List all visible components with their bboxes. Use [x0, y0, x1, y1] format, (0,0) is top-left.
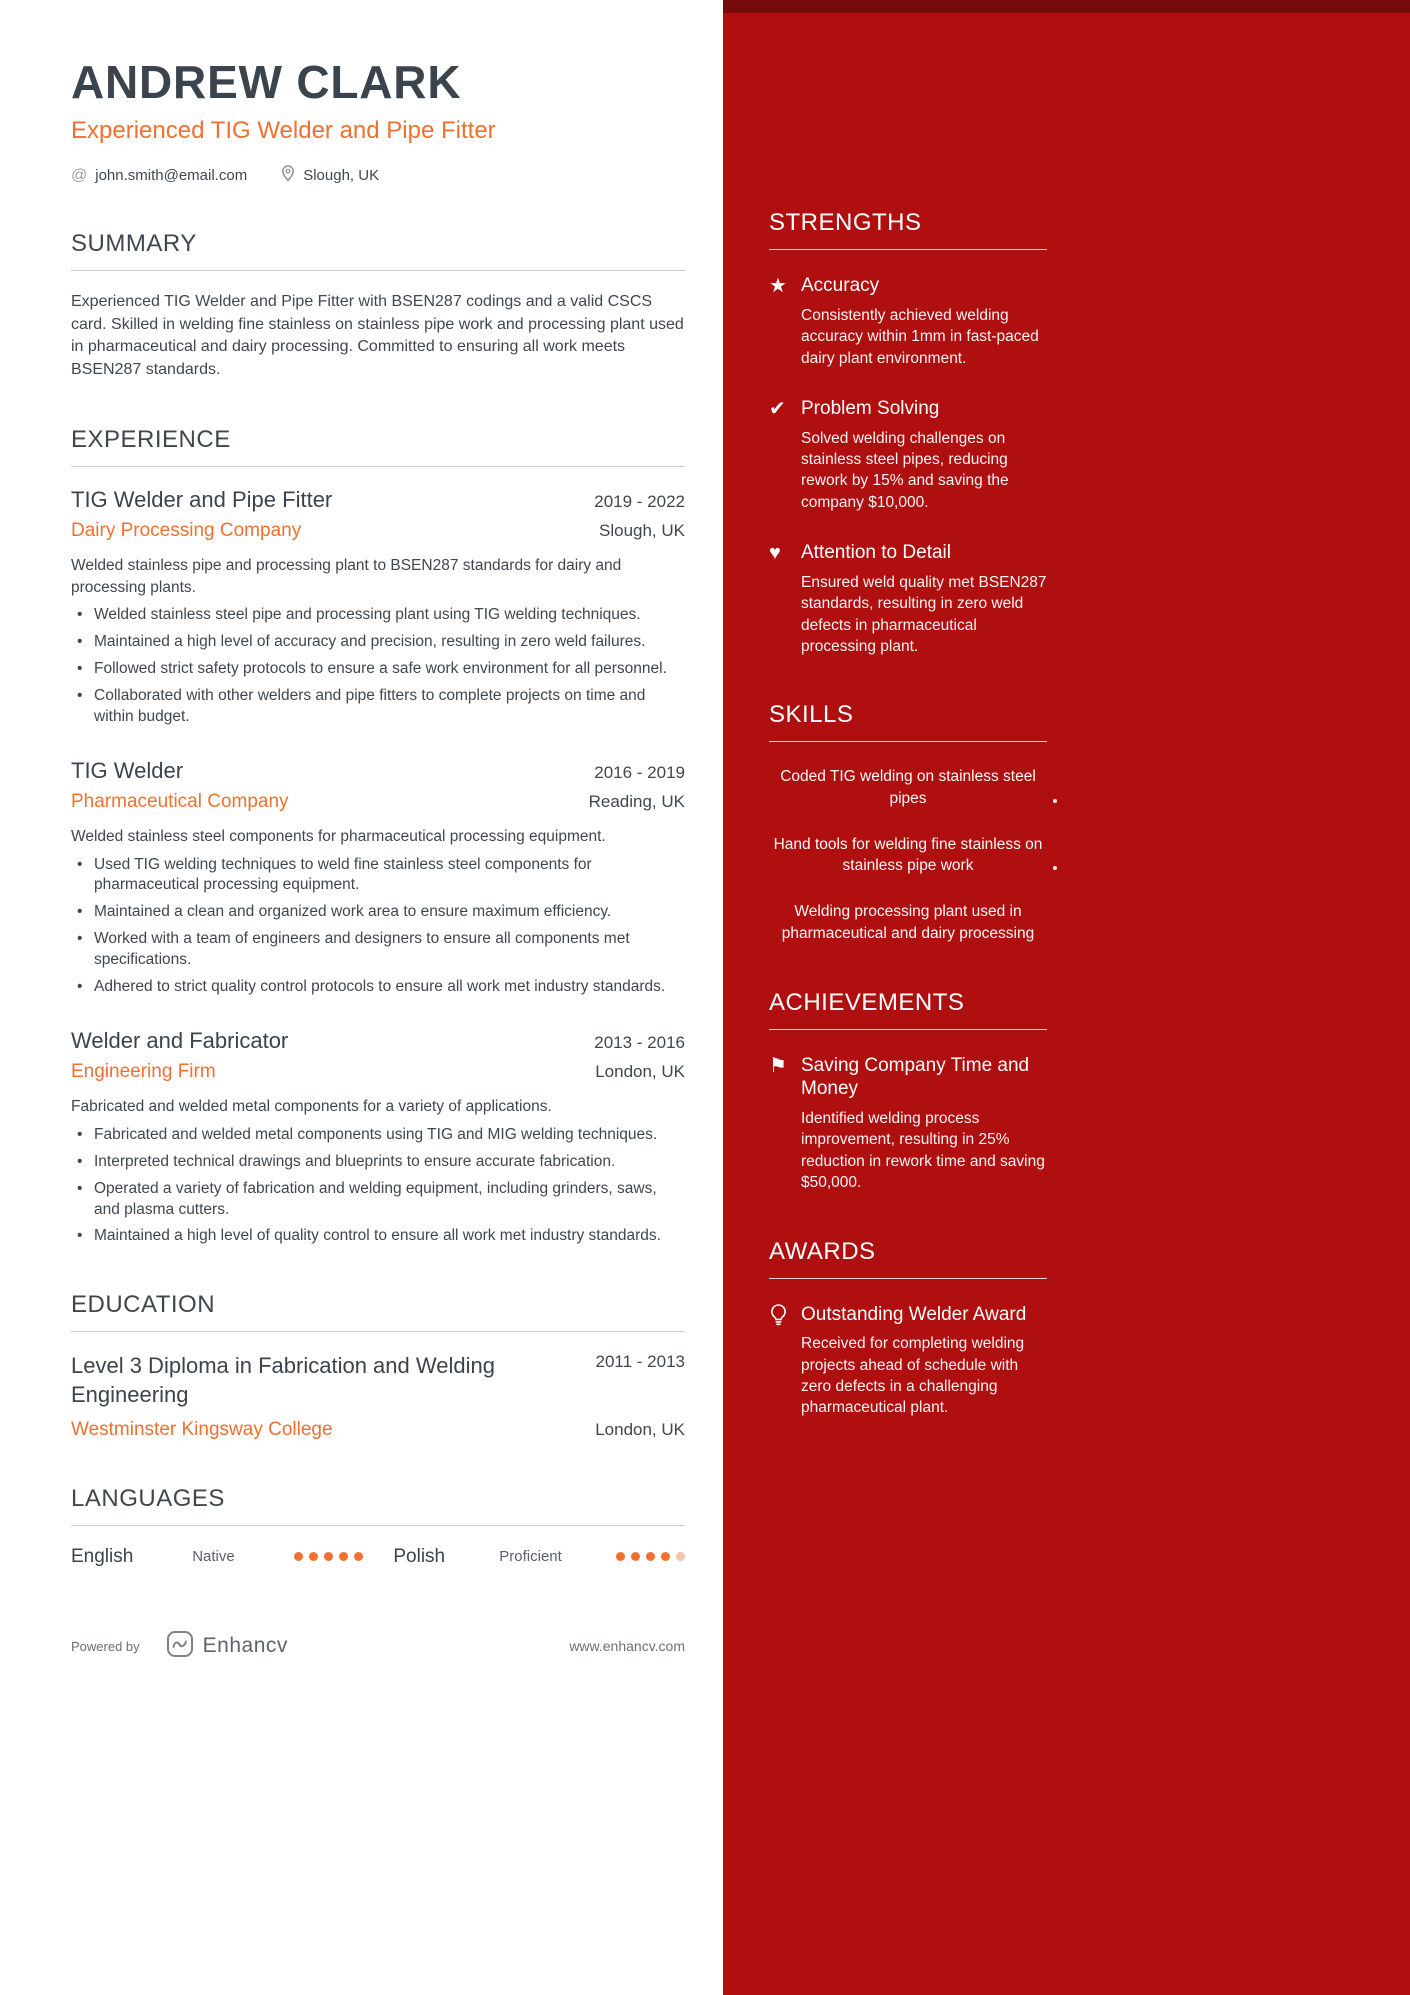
candidate-title: Experienced TIG Welder and Pipe Fitter [71, 117, 496, 144]
enhancv-logo-text: Enhancv [202, 1634, 288, 1658]
strength-text: Ensured weld quality met BSEN287 standards, resulting in zero weld defects in pharmaceutical processing plant. [801, 573, 1047, 655]
sidebar [723, 0, 1410, 1995]
language-entry [393, 1546, 685, 1568]
star-icon: ★ [769, 275, 787, 297]
strength-text: Solved welding challenges on stainless steel pipes, reducing rework by 15% and saving the company $10,000. [801, 429, 1009, 511]
summary-section [71, 230, 685, 382]
language-level: Proficient [499, 1548, 562, 1566]
job-bullets [71, 1125, 685, 1248]
strength-item [769, 274, 1047, 369]
flag-icon: ⚑ [769, 1054, 787, 1077]
job-bullet: • Followed strict safety protocols to ensure a safe work environment for all personnel. [71, 659, 685, 680]
level-dot [339, 1552, 348, 1561]
enhancv-logo-icon [166, 1630, 194, 1663]
strength-title: Attention to Detail [801, 542, 951, 564]
language-name: Polish [393, 1545, 446, 1567]
location-value: Slough, UK [303, 167, 380, 184]
footer-url[interactable]: www.enhancv.com [569, 1638, 685, 1655]
job-title: TIG Welder [71, 757, 184, 783]
job-bullet: • Adhered to strict quality control protocols to ensure all work met industry standards. [71, 977, 685, 998]
experience-section [71, 426, 685, 1248]
check-icon: ✔ [769, 397, 786, 420]
job-location: Slough, UK [599, 520, 685, 540]
languages-row [71, 1546, 685, 1568]
contact-row [71, 165, 685, 186]
experience-entry [71, 487, 685, 728]
job-dates: 2016 - 2019 [594, 762, 685, 782]
summary-text: Experienced TIG Welder and Pipe Fitter with BSEN287 codings and a valid CSCS card. Skilled in welding fine stainless on stainless pipe work and processing plant used in pharmaceutical and dairy processing. Committed to ensuring all work meets BSEN287 standards. [71, 293, 684, 379]
education-heading: EDUCATION [71, 1291, 685, 1332]
strength-text: Consistently achieved welding accuracy within 1mm in fast-paced dairy plant environment. [801, 306, 1039, 367]
job-company: Engineering Firm [71, 1061, 216, 1083]
job-description: Welded stainless steel components for pharmaceutical processing equipment. [71, 827, 606, 845]
job-description: Fabricated and welded metal components for a variety of applications. [71, 1098, 552, 1116]
award-item [769, 1303, 1047, 1419]
language-level: Native [192, 1548, 235, 1566]
job-location: Reading, UK [588, 791, 685, 811]
job-bullet: • Maintained a high level of quality control to ensure all work met industry standards. [71, 1226, 685, 1247]
email-icon: @ [71, 166, 88, 184]
language-name: English [71, 1545, 134, 1567]
strength-title: Accuracy [801, 275, 880, 296]
job-bullet: • Fabricated and welded metal components using TIG and MIG welding techniques. [71, 1125, 685, 1146]
languages-heading: LANGUAGES [71, 1485, 685, 1526]
experience-heading: EXPERIENCE [71, 426, 685, 467]
job-title: Welder and Fabricator [71, 1028, 289, 1054]
award-title: Outstanding Welder Award [801, 1303, 1027, 1325]
job-dates: 2013 - 2016 [594, 1033, 685, 1053]
award-text: Received for completing welding projects ahead of schedule with zero defects in a challenging pharmaceutical plant. [801, 1335, 1025, 1417]
skill-item: Coded TIG welding on stainless steel pipes [769, 766, 1047, 809]
strengths-heading: STRENGTHS [769, 209, 1047, 250]
level-dot [661, 1552, 670, 1561]
achievement-title: Saving Company Time and Money [801, 1054, 1030, 1100]
education-entry [71, 1352, 685, 1440]
strengths-section [769, 209, 1047, 657]
degree-title: Level 3 Diploma in Fabrication and Welding Engineering [71, 1353, 495, 1407]
languages-section [71, 1485, 685, 1568]
strength-title: Problem Solving [801, 397, 940, 419]
achievements-heading: ACHIEVEMENTS [769, 989, 1047, 1030]
skill-item: Hand tools for welding fine stainless on stainless pipe work [769, 834, 1047, 877]
job-location: London, UK [595, 1062, 685, 1082]
skills-section [769, 701, 1047, 944]
heart-icon: ♥ [769, 542, 781, 565]
job-bullets [71, 605, 685, 728]
location-pin-icon [281, 165, 295, 186]
awards-heading: AWARDS [769, 1238, 1047, 1279]
level-dot [676, 1552, 685, 1561]
resume-header [71, 55, 685, 186]
level-dot [324, 1552, 333, 1561]
summary-heading: SUMMARY [71, 230, 685, 271]
sidebar-top-band [723, 0, 1410, 13]
job-bullet: • Used TIG welding techniques to weld fine stainless steel components for pharmaceutical processing equipment. [71, 855, 685, 897]
language-level-dots [616, 1552, 685, 1561]
footer [71, 1630, 685, 1663]
strength-item [769, 541, 1047, 657]
job-bullet: • Welded stainless steel pipe and processing plant using TIG welding techniques. [71, 605, 685, 626]
job-title: TIG Welder and Pipe Fitter [71, 486, 333, 512]
experience-entry [71, 758, 685, 998]
job-company: Pharmaceutical Company [71, 790, 289, 812]
job-bullet: • Operated a variety of fabrication and welding equipment, including grinders, saws, and plasma cutters. [71, 1179, 685, 1221]
lightbulb-icon [769, 1303, 801, 1419]
powered-by-label: Powered by [71, 1638, 140, 1654]
school-location: London, UK [595, 1419, 685, 1439]
job-dates: 2019 - 2022 [594, 491, 685, 511]
achievements-section [769, 989, 1047, 1194]
school-name: Westminster Kingsway College [71, 1418, 333, 1440]
location-contact [281, 165, 379, 186]
job-company: Dairy Processing Company [71, 519, 302, 541]
language-level-dots [294, 1552, 363, 1561]
level-dot [631, 1552, 640, 1561]
level-dot [616, 1552, 625, 1561]
job-bullet: • Interpreted technical drawings and blueprints to ensure accurate fabrication. [71, 1152, 685, 1173]
level-dot [646, 1552, 655, 1561]
achievement-text: Identified welding process improvement, resulting in 25% reduction in rework time and saving $50,000. [801, 1110, 1045, 1192]
job-description: Welded stainless pipe and processing plant to BSEN287 standards for dairy and processing plants. [71, 556, 622, 596]
skill-item: Welding processing plant used in pharmaceutical and dairy processing [781, 903, 1035, 942]
email-value[interactable]: john.smith@email.com [95, 167, 248, 184]
experience-entry [71, 1028, 685, 1247]
degree-dates: 2011 - 2013 [595, 1352, 685, 1372]
language-entry [71, 1546, 363, 1568]
job-bullet: • Collaborated with other welders and pipe fitters to complete projects on time and within budget. [71, 686, 685, 728]
level-dot [309, 1552, 318, 1561]
enhancv-logo[interactable] [166, 1630, 288, 1663]
education-section [71, 1291, 685, 1440]
strength-item [769, 397, 1047, 513]
level-dot [294, 1552, 303, 1561]
awards-section [769, 1238, 1047, 1419]
job-bullet: • Worked with a team of engineers and designers to ensure all components met specifications. [71, 929, 685, 971]
sidebar-content [769, 13, 1047, 1479]
candidate-name: ANDREW CLARK [71, 56, 462, 108]
job-bullets [71, 855, 685, 999]
level-dot [354, 1552, 363, 1561]
job-bullet: • Maintained a clean and organized work area to ensure maximum efficiency. [71, 902, 685, 923]
email-contact [71, 167, 247, 185]
job-bullet: • Maintained a high level of accuracy and precision, resulting in zero weld failures. [71, 632, 685, 653]
skills-heading: SKILLS [769, 701, 1047, 742]
achievement-item [769, 1054, 1047, 1194]
